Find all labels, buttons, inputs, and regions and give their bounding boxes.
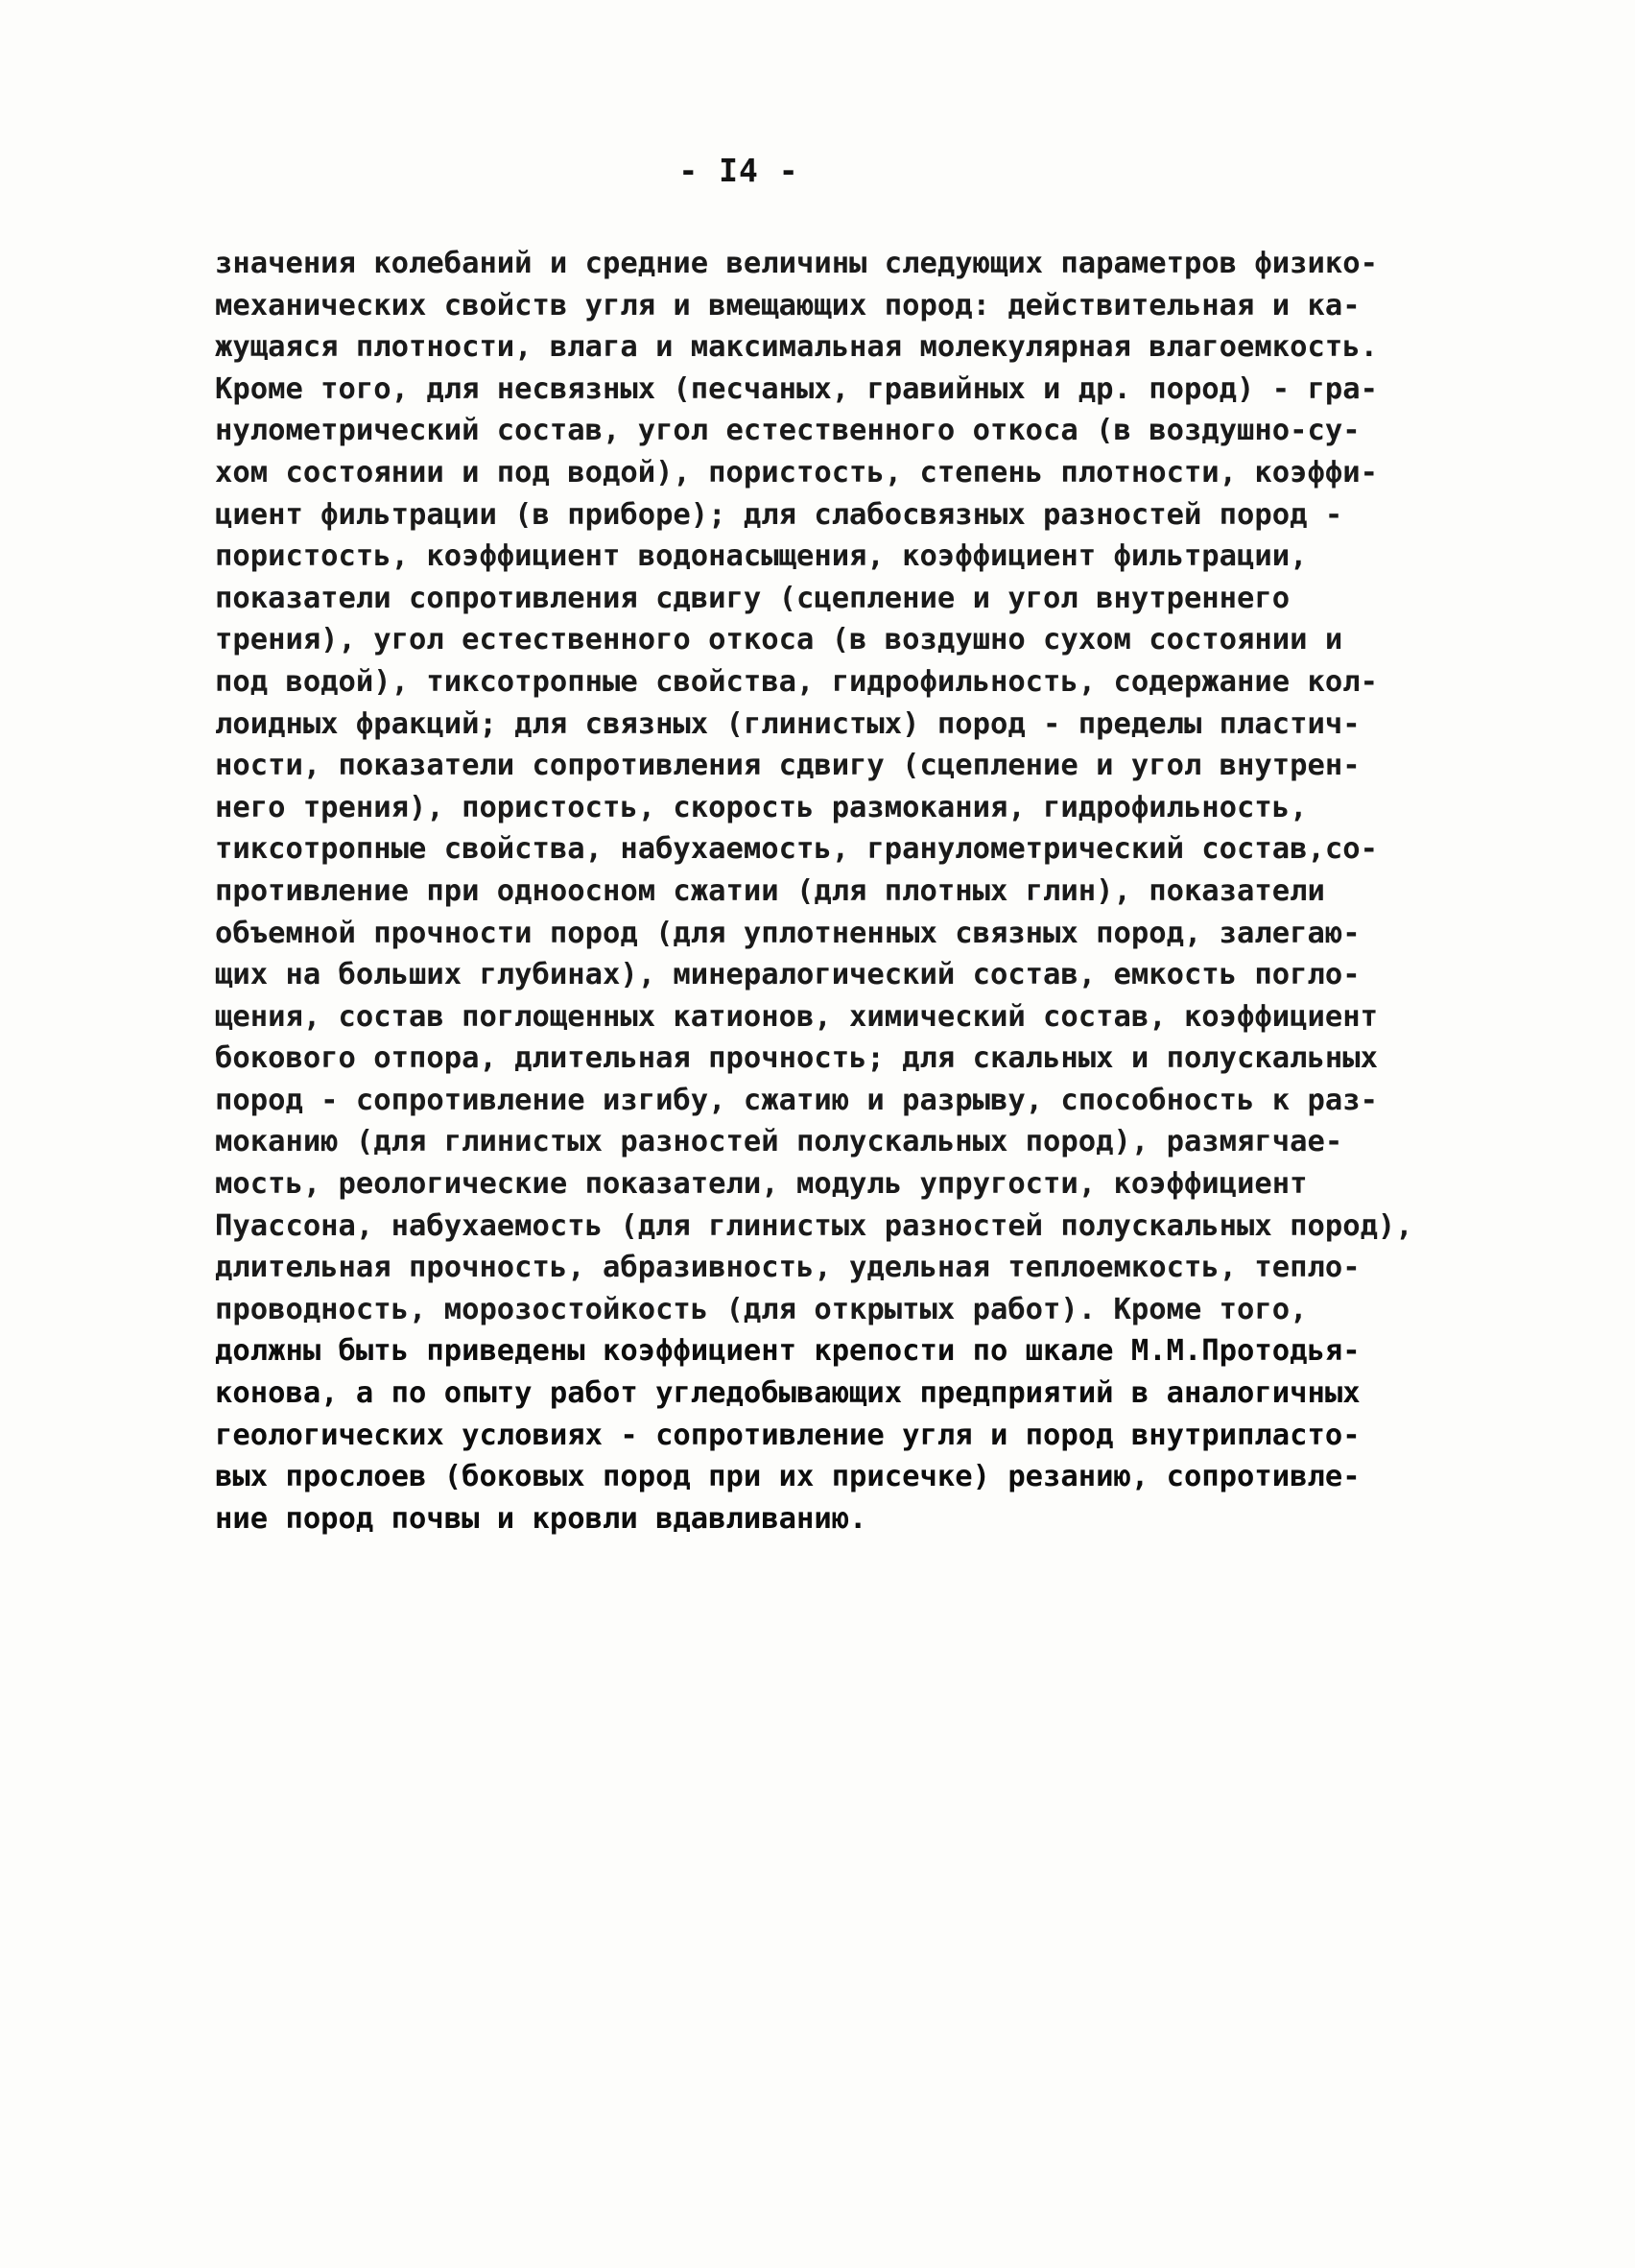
text-line-14: него трения), пористость, скорость размокания, гидрофильность, bbox=[215, 790, 1308, 824]
text-line-22: моканию (для глинистых разностей полускальных пород), размягчае- bbox=[215, 1125, 1343, 1159]
body-text bbox=[215, 243, 1577, 1540]
text-line-4: Кроме того, для несвязных (песчаных, гравийных и др. пород) - гра- bbox=[215, 371, 1378, 406]
text-line-6: хом состоянии и под водой), пористость, степень плотности, коэффи- bbox=[215, 455, 1378, 489]
text-line-7: циент фильтрации (в приборе); для слабосвязных разностей пород - bbox=[215, 497, 1343, 532]
text-line-10: трения), угол естественного откоса (в воздушно сухом состоянии и bbox=[215, 623, 1343, 657]
text-line-11: под водой), тиксотропные свойства, гидрофильность, содержание кол- bbox=[215, 664, 1378, 699]
text-line-3: жущаяся плотности, влага и максимальная молекулярная влагоемкость. bbox=[215, 330, 1378, 365]
text-line-12: лоидных фракций; для связных (глинистых) пород - пределы пластич- bbox=[215, 706, 1361, 741]
text-line-16: противление при одноосном сжатии (для плотных глин), показатели bbox=[215, 873, 1325, 908]
text-line-17: объемной прочности пород (для уплотненных связных пород, залегаю- bbox=[215, 916, 1361, 950]
text-line-31: ние пород почвы и кровли вдавливанию. bbox=[215, 1501, 867, 1536]
text-line-27: должны быть приведены коэффициент крепости по шкале М.М.Протодья- bbox=[215, 1334, 1361, 1369]
text-line-13: ности, показатели сопротивления сдвигу (сцепление и угол внутрен- bbox=[215, 749, 1361, 783]
text-line-8: пористость, коэффициент водонасыщения, коэффициент фильтрации, bbox=[215, 539, 1308, 574]
text-line-2: механических свойств угля и вмещающих пород: действительная и ка- bbox=[215, 288, 1361, 322]
page-number: - I4 - bbox=[678, 152, 799, 189]
text-line-28: конова, а по опыту работ угледобывающих предприятий в аналогичных bbox=[215, 1376, 1361, 1411]
text-line-18: щих на больших глубинах), минералогический состав, емкость погло- bbox=[215, 958, 1361, 992]
text-line-29: геологических условиях - сопротивление угля и пород внутрипласто- bbox=[215, 1418, 1361, 1452]
text-line-20: бокового отпора, длительная прочность; для скальных и полускальных bbox=[215, 1041, 1378, 1076]
text-line-26: проводность, морозостойкость (для открытых работ). Кроме того, bbox=[215, 1292, 1308, 1326]
text-line-24: Пуассона, набухаемость (для глинистых разностей полускальных пород), bbox=[215, 1208, 1413, 1243]
text-line-23: мость, реологические показатели, модуль упругости, коэффициент bbox=[215, 1167, 1308, 1202]
text-line-19: щения, состав поглощенных катионов, химический состав, коэффициент bbox=[215, 999, 1378, 1034]
text-line-30: вых прослоев (боковых пород при их присечке) резанию, сопротивле- bbox=[215, 1460, 1361, 1494]
text-line-15: тиксотропные свойства, набухаемость, гранулометрический состав,со- bbox=[215, 832, 1378, 867]
text-line-25: длительная прочность, абразивность, удельная теплоемкость, тепло- bbox=[215, 1251, 1361, 1285]
text-line-1: значения колебаний и средние величины следующих параметров физико- bbox=[215, 247, 1378, 280]
text-line-5: нулометрический состав, угол естественного откоса (в воздушно-су- bbox=[215, 414, 1361, 448]
text-line-9: показатели сопротивления сдвигу (сцепление и угол внутреннего bbox=[215, 581, 1291, 615]
text-line-21: пород - сопротивление изгибу, сжатию и разрыву, способность к раз- bbox=[215, 1083, 1378, 1117]
